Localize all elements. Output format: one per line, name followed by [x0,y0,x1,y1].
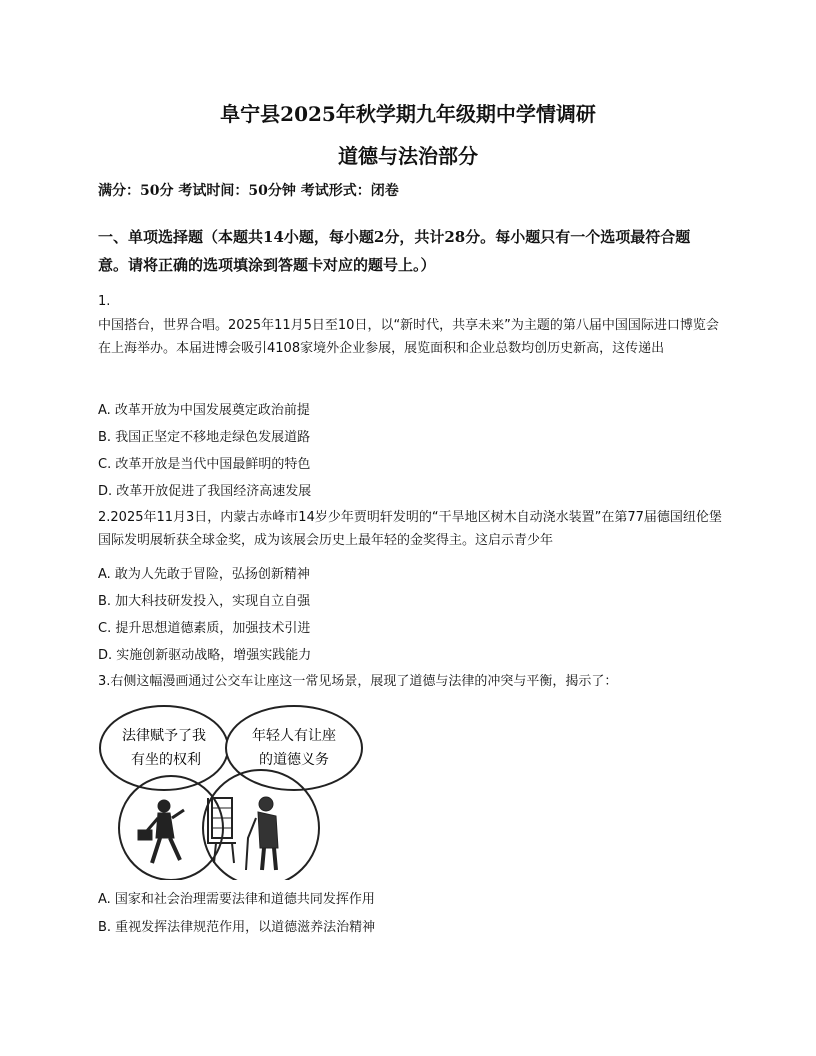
section-heading [98,223,728,279]
page-subtitle: 道德与法治部分 [338,144,478,168]
question-1-option-a: A. 改革开放为中国发展奠定政治前提 [98,403,310,418]
question-3-option-b: B. 重视发挥法律规范作用，以道德滋养法治精神 [98,920,376,935]
question-2-option-d: D. 实施创新驱动战略，增强实践能力 [98,648,312,663]
cartoon-illustration [96,698,366,880]
question-3-number: 3. [98,674,111,689]
question-3-option-a: A. 国家和社会治理需要法律和道德共同发挥作用 [98,892,375,907]
bubble-right-line1: 年轻人有让座 [252,728,336,744]
question-2 [98,506,728,552]
bubble-left-line1: 法律赋予了我 [122,728,206,744]
question-2-stem: 2025年11月3日，内蒙古赤峰市14岁少年贾明轩发明的“干旱地区树木自动浇水装置”在第77届德国纽伦堡国际发明展斩获全球金奖，成为该展会历史上最年轻的金奖得主。这启示青少年 [98,510,722,548]
speech-bubble-right [226,706,362,790]
exam-info: 满分：50分 考试时间：50分钟 考试形式：闭卷 [98,183,399,199]
question-2-option-a: A. 敢为人先敢于冒险，弘扬创新精神 [98,567,310,582]
bubble-right-line2: 的道德义务 [259,752,329,768]
running-man-figure [138,800,184,863]
question-1-stem: 中国搭台，世界合唱。2025年11月5日至10日，以“新时代，共享未来”为主题的第八届中国国际进口博览会在上海举办。本届进博会吸引4108家境外企业参展，展览面积和企业总数均创历史新高，这传递出 [98,318,719,356]
question-3 [98,670,728,693]
section-heading-line2: 意。请将正确的选项填涂到答题卡对应的题号上。） [98,256,436,274]
section-heading-line1: 一、单项选择题（本题共14小题，每小题2分，共计28分。每小题只有一个选项最符合题 [98,228,691,246]
question-2-number: 2. [98,510,111,525]
page-title: 阜宁县2025年秋学期九年级期中学情调研 [220,102,596,126]
question-2-option-c: C. 提升思想道德素质，加强技术引进 [98,621,311,636]
question-1-number: 1. [98,294,111,309]
elderly-man-figure [246,797,278,870]
question-1-option-d: D. 改革开放促进了我国经济高速发展 [98,484,312,499]
question-3-stem: 右侧这幅漫画通过公交车让座这一常见场景，展现了道德与法律的冲突与平衡，揭示了： [110,674,618,689]
question-2-option-b: B. 加大科技研发投入，实现自立自强 [98,594,311,609]
question-1-option-c: C. 改革开放是当代中国最鲜明的特色 [98,457,311,472]
question-1-option-b: B. 我国正坚定不移地走绿色发展道路 [98,430,311,445]
bubble-left-line2: 有坐的权利 [131,752,201,768]
